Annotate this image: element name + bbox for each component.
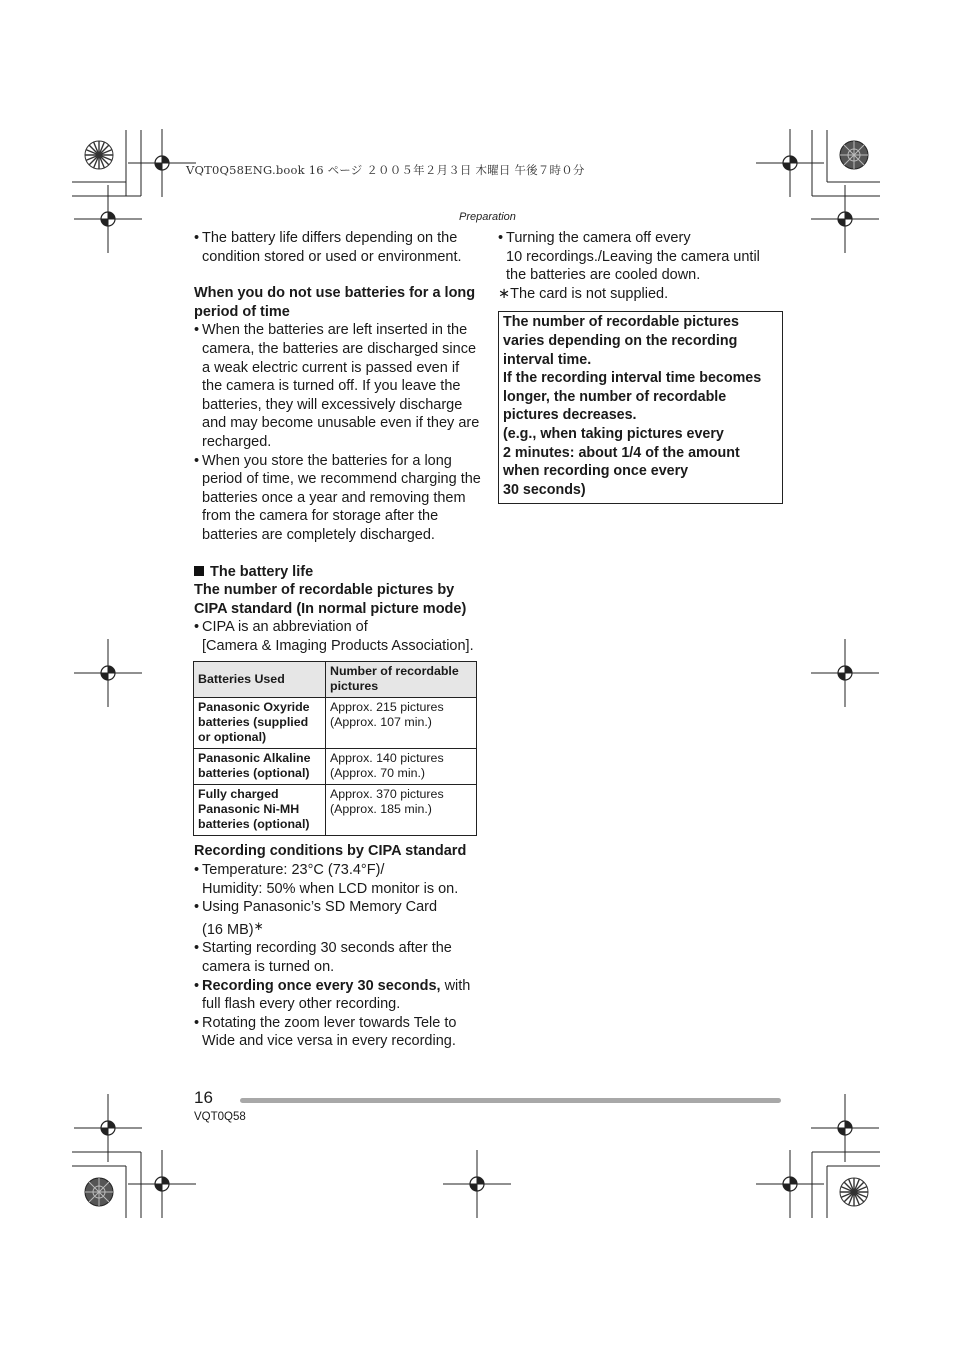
conditions-heading: Recording conditions by CIPA standard [194, 843, 467, 860]
condition-recording: • Recording once every 30 seconds, with full flash every other recording. [194, 977, 482, 1014]
right-column [498, 229, 783, 504]
table-header-cell: Batteries Used [194, 662, 326, 698]
print-header: VQT0Q58ENG.book 16 ページ ２００５年２月３日 木曜日 午後７時０分 [186, 163, 585, 177]
footer-rule [240, 1098, 781, 1103]
table-header-cell: Number of recordable pictures [326, 662, 477, 698]
battery-table [193, 661, 477, 836]
cipa-bullet: • CIPA is an abbreviation of [Camera & Imaging Products Association]. [194, 618, 482, 655]
intro-bullet: • The battery life differs depending on the condition stored or used or environment. [194, 229, 482, 266]
left-column [194, 229, 482, 1051]
table-cell-battery: Panasonic Alkaline batteries (optional) [194, 749, 326, 785]
condition-temperature: • Temperature: 23°C (73.4°F)/ Humidity: 50% when LCD monitor is on. [194, 861, 482, 898]
note-line: 2 minutes: about 1/4 of the amount when recording once every [503, 444, 740, 480]
section-label: Preparation [459, 211, 516, 223]
page-code: VQT0Q58 [194, 1111, 246, 1123]
not-use-bullet-2: • When you store the batteries for a long period of time, we recommend charging the batteries once a year and removing them from the camera for storage after the batteries are completely discharged. [194, 452, 482, 545]
note-line: If the recording interval time becomes longer, the number of recordable pictures decreases. [503, 370, 762, 424]
not-use-heading: When you do not use batteries for a long period of time [194, 285, 476, 320]
note-line: (e.g., when taking pictures every [503, 425, 724, 442]
page-number: 16 [194, 1088, 213, 1107]
asterisk-mark: ∗ [253, 918, 264, 933]
battery-life-heading: The battery life [194, 563, 482, 582]
table-row [194, 785, 477, 836]
not-use-bullet-1: • When the batteries are left inserted in the camera, the batteries are discharged since a weak electric current is passed even if the camera is turned off. If you leave the batteries, they will excessively discharge and may become unusable even if they are recharged. [194, 321, 482, 451]
note-line: 30 seconds) [503, 481, 586, 498]
table-row [194, 698, 477, 749]
condition-card: • Using Panasonic’s SD Memory Card (16 MB)∗ [194, 898, 482, 939]
table-row [194, 749, 477, 785]
card-note: ∗The card is not supplied. [498, 285, 669, 302]
condition-starting: • Starting recording 30 seconds after the camera is turned on. [194, 939, 482, 976]
turning-bullet: • Turning the camera off every 10 recordings./Leaving the camera until the batteries are cooled down. [498, 229, 783, 285]
table-header-row [194, 662, 477, 698]
condition-zoom: • Rotating the zoom lever towards Tele to Wide and vice versa in every recording. [194, 1014, 482, 1051]
table-cell-battery: Panasonic Oxyride batteries (supplied or optional) [194, 698, 326, 749]
table-cell-pictures: Approx. 215 pictures (Approx. 107 min.) [326, 698, 477, 749]
table-cell-battery: Fully charged Panasonic Ni-MH batteries (optional) [194, 785, 326, 836]
cipa-heading: The number of recordable pictures by CIPA standard (In normal picture mode) [194, 582, 467, 617]
interval-note-box [498, 311, 783, 504]
square-bullet-icon [194, 566, 204, 576]
note-line: The number of recordable pictures varies depending on the recording interval time. [503, 314, 739, 368]
table-cell-pictures: Approx. 370 pictures (Approx. 185 min.) [326, 785, 477, 836]
table-cell-pictures: Approx. 140 pictures (Approx. 70 min.) [326, 749, 477, 785]
